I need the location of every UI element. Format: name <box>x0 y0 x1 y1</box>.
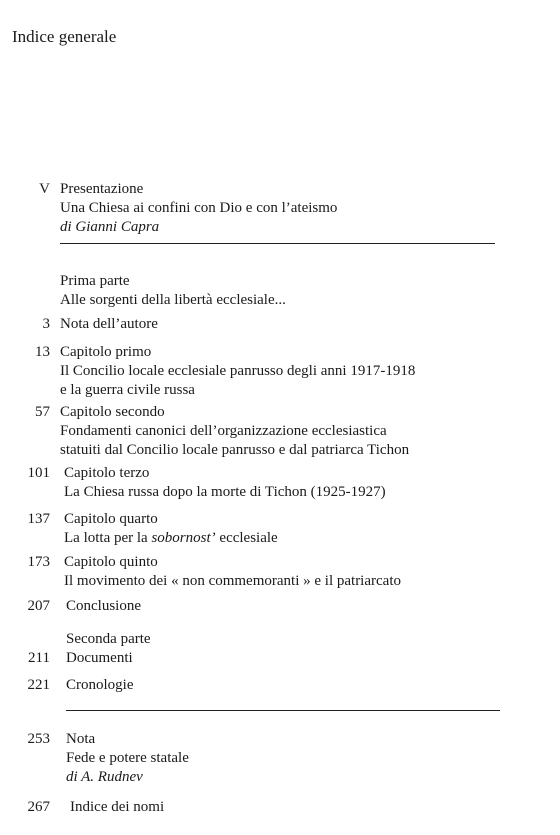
toc-page-number: 3 <box>42 316 50 332</box>
toc-entry-heading: Capitolo quinto <box>64 554 158 570</box>
toc-entry-title: Nota dell’autore <box>60 316 158 332</box>
toc-entry-title: Il movimento dei « non commemoranti » e il patriarcato <box>64 573 401 589</box>
toc-entry-title: Indice dei nomi <box>70 799 165 815</box>
toc-entry-title: Una Chiesa ai confini con Dio e con l’ateismo <box>60 200 338 216</box>
toc-entry-heading: Capitolo quarto <box>64 511 158 527</box>
toc-entry-title: Fede e potere statale <box>66 750 189 766</box>
toc-section-heading: Seconda parte <box>66 631 151 647</box>
toc-entry-title: Conclusione <box>66 598 141 614</box>
section-divider <box>60 243 495 244</box>
toc-page-number: 207 <box>27 598 50 614</box>
toc-entry-heading: Presentazione <box>60 181 144 197</box>
toc-page-number: 57 <box>35 404 50 420</box>
toc-entry-author: di A. Rudnev <box>66 769 143 785</box>
section-divider <box>66 710 500 711</box>
toc-page-number: 211 <box>28 650 50 666</box>
toc-page-number: 137 <box>27 511 50 527</box>
toc-entry-title: Il Concilio locale ecclesiale panrusso degli anni 1917-1918 <box>60 363 416 379</box>
toc-entry-title: Documenti <box>66 650 133 666</box>
toc-title-text: La lotta per la <box>64 530 152 546</box>
toc-entry-title: Fondamenti canonici dell’organizzazione ecclesiastica <box>60 423 387 439</box>
toc-entry-title: Cronologie <box>66 677 134 693</box>
toc-entry-author: di Gianni Capra <box>60 219 160 235</box>
toc-title-text: ecclesiale <box>215 530 278 546</box>
page-title: Indice generale <box>12 27 117 46</box>
toc-entry-title <box>64 529 278 548</box>
toc-section-heading: Prima parte <box>60 273 130 289</box>
toc-section-title: Alle sorgenti della libertà ecclesiale... <box>60 292 286 308</box>
toc-entry-title: La Chiesa russa dopo la morte di Tichon (1925-1927) <box>64 484 386 500</box>
toc-entry-heading: Capitolo primo <box>60 344 152 360</box>
toc-entry-title: e la guerra civile russa <box>60 382 195 398</box>
toc-page-number: V <box>39 181 50 197</box>
toc-page-number: 13 <box>35 344 50 360</box>
toc-page-number: 267 <box>27 799 50 815</box>
toc-entry-heading: Capitolo terzo <box>64 465 150 481</box>
toc-entry-heading: Capitolo secondo <box>60 404 165 420</box>
toc-entry-title: statuiti dal Concilio locale panrusso e dal patriarca Tichon <box>60 442 410 458</box>
toc-title-italic-term: sobornost’ <box>151 530 216 546</box>
toc-page-number: 173 <box>27 554 50 570</box>
toc-page-number: 101 <box>27 465 50 481</box>
toc-entry-heading: Nota <box>66 731 96 747</box>
toc-page-number: 221 <box>27 677 50 693</box>
toc-page-number: 253 <box>27 731 50 747</box>
